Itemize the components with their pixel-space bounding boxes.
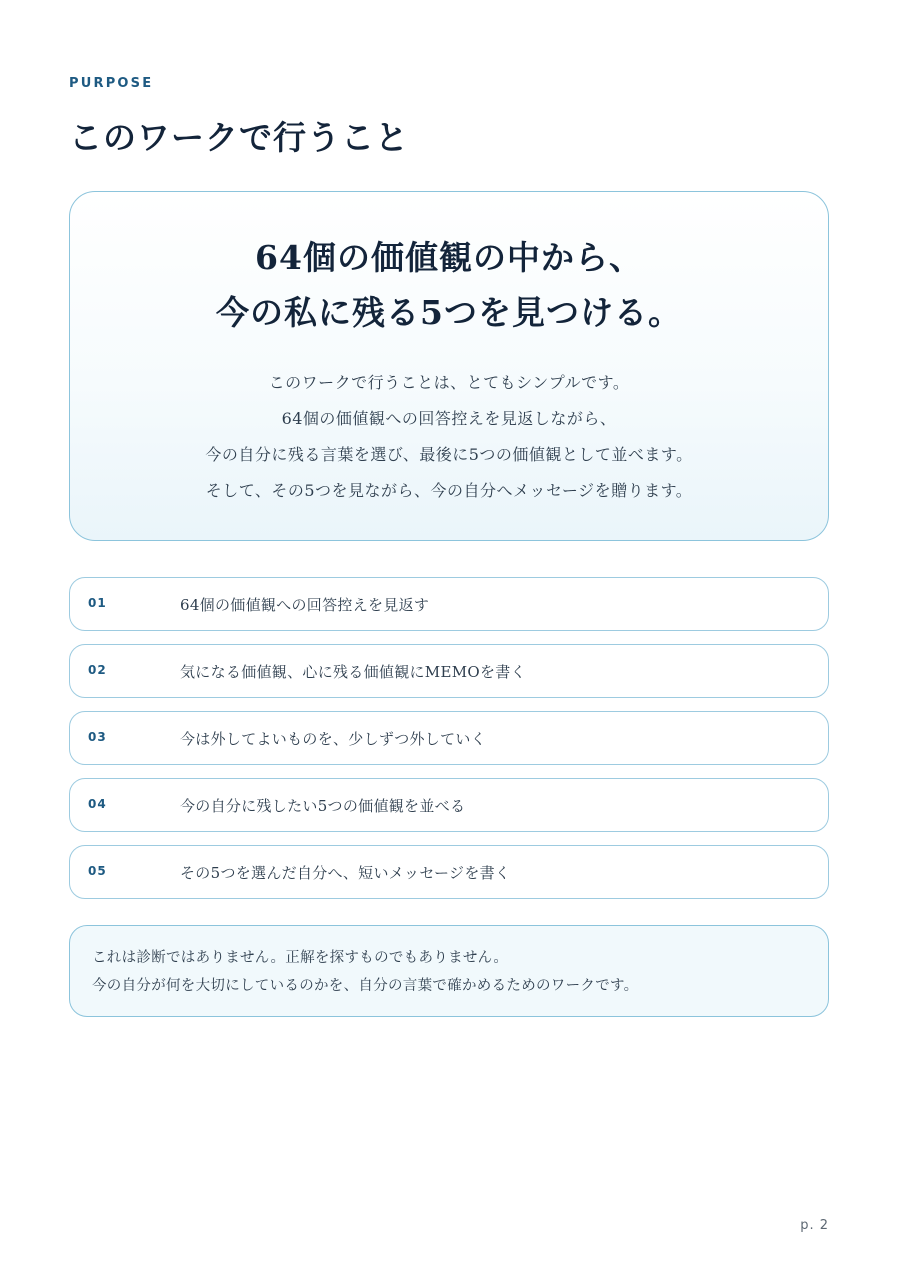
hero-headline-line: 64個の価値観の中から、 bbox=[255, 238, 643, 277]
step-item bbox=[69, 845, 829, 899]
step-number: 05 bbox=[88, 864, 107, 878]
hero-body-line: 64個の価値観への回答控えを見返しながら、 bbox=[281, 409, 617, 428]
step-number: 02 bbox=[88, 663, 107, 677]
step-text: 今は外してよいものを、少しずつ外していく bbox=[180, 730, 487, 748]
hero-card bbox=[69, 191, 829, 541]
step-text: その5つを選んだ自分へ、短いメッセージを書く bbox=[180, 864, 511, 882]
step-number: 01 bbox=[88, 596, 107, 610]
note-line: 今の自分が何を大切にしているのかを、自分の言葉で確かめるためのワークです。 bbox=[92, 978, 639, 994]
step-item bbox=[69, 644, 829, 698]
step-item bbox=[69, 778, 829, 832]
hero-body-line: このワークで行うことは、とてもシンプルです。 bbox=[268, 373, 630, 392]
section-eyebrow: PURPOSE bbox=[69, 76, 154, 91]
page-title: このワークで行うこと bbox=[69, 118, 409, 157]
step-text: 64個の価値観への回答控えを見返す bbox=[180, 596, 430, 614]
step-item bbox=[69, 711, 829, 765]
note-line: これは診断ではありません。正解を探すものでもありません。 bbox=[92, 950, 509, 966]
hero-body-line: 今の自分に残る言葉を選び、最後に5つの価値観として並べます。 bbox=[205, 445, 693, 464]
step-number: 04 bbox=[88, 797, 107, 811]
note-box bbox=[69, 925, 829, 1017]
step-text: 今の自分に残したい5つの価値観を並べる bbox=[180, 797, 466, 815]
hero-headline bbox=[70, 230, 828, 340]
step-item bbox=[69, 577, 829, 631]
step-number: 03 bbox=[88, 730, 107, 744]
step-text: 気になる価値観、心に残る価値観にMEMOを書く bbox=[180, 663, 526, 681]
page-number: p. 2 bbox=[800, 1218, 829, 1233]
hero-body-line: そして、その5つを見ながら、今の自分へメッセージを贈ります。 bbox=[205, 481, 693, 500]
hero-headline-line: 今の私に残る5つを見つける。 bbox=[216, 293, 682, 332]
hero-body bbox=[70, 365, 828, 509]
